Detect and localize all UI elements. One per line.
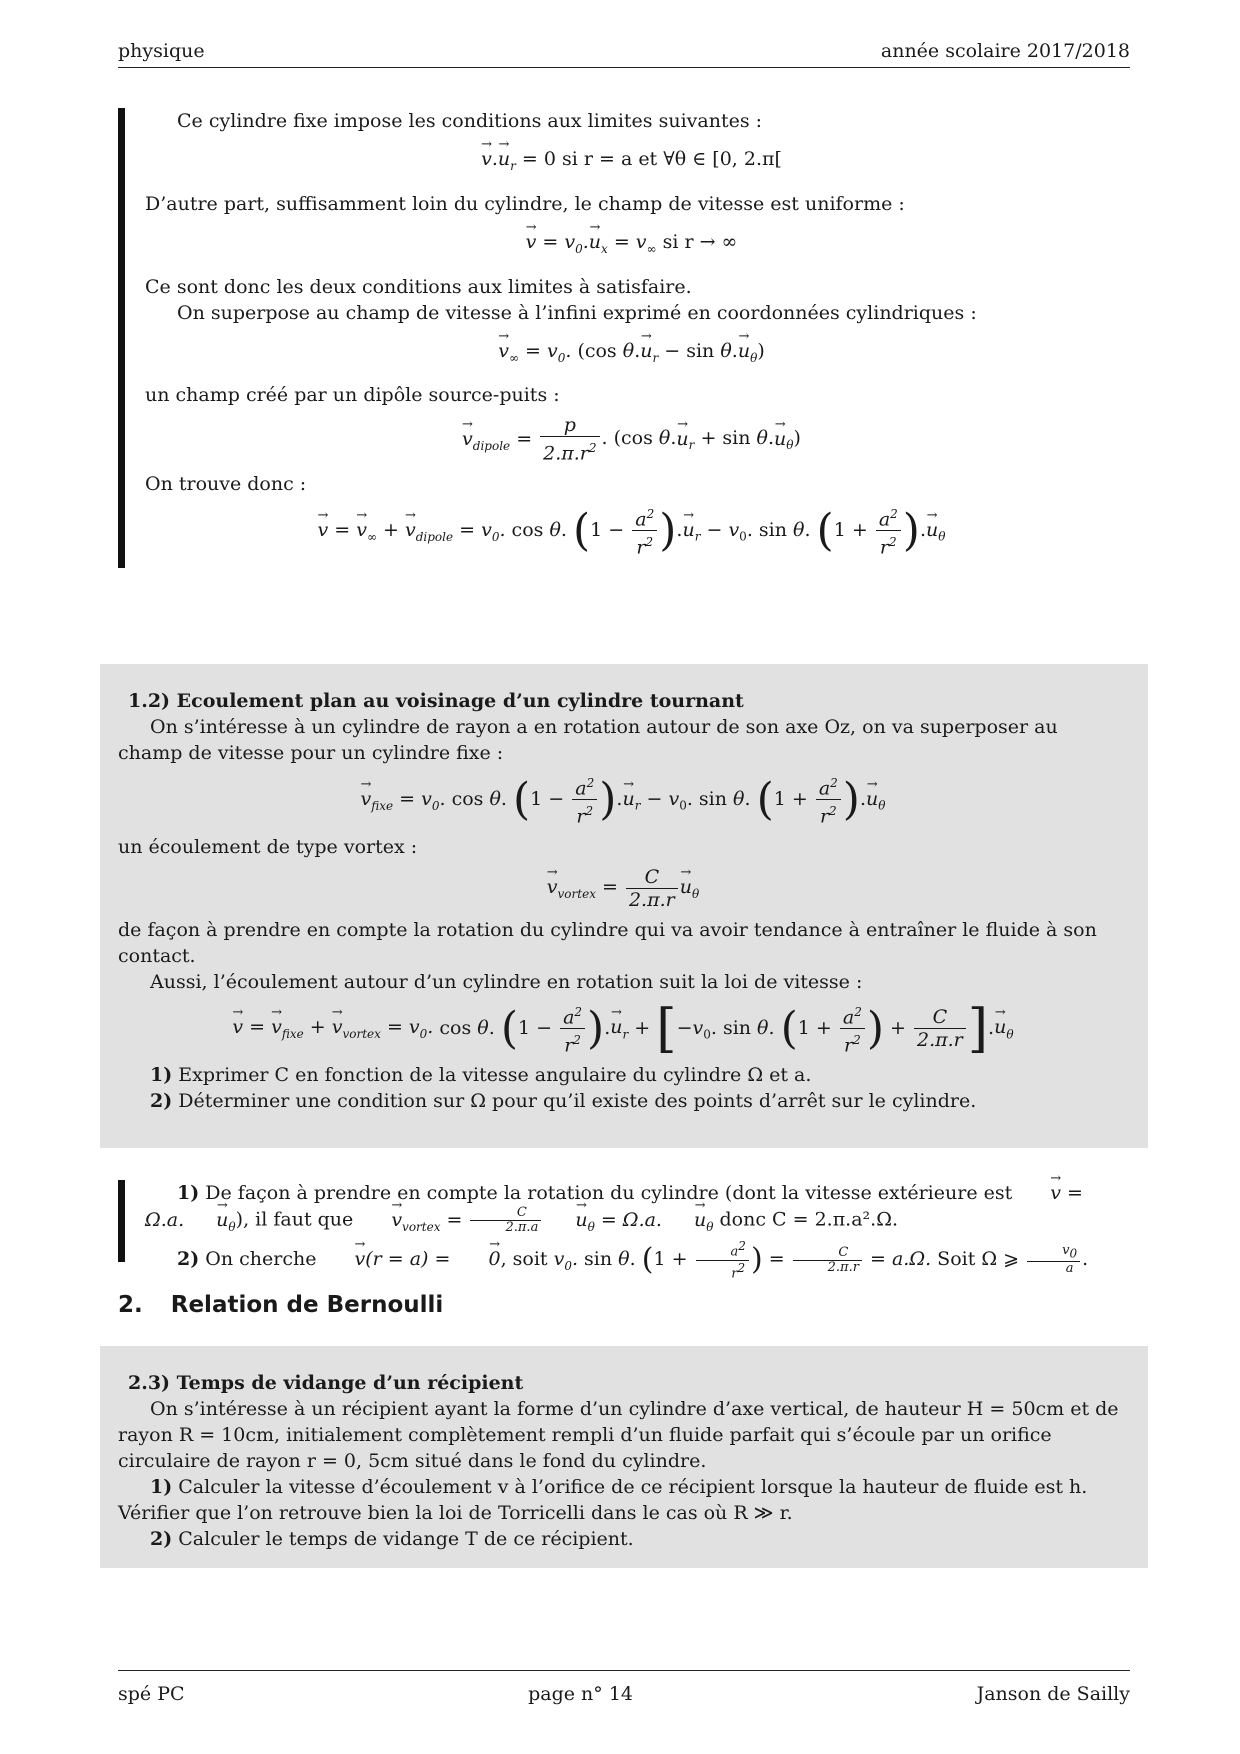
exercise-paragraph: Aussi, l’écoulement autour d’un cylindre en rotation suit la loi de vitesse : (150, 970, 863, 993)
equation-v-infinity: → $v_\infty = v_0$. (cos $\theta.\to u_r - \sin \theta.\to u_\theta$) (145, 338, 1118, 371)
equation-v-fixe: → $v_{fixe} = v_0$. cos θ. (1 − $\frac{a^2}{r^2}$ ).→ $u_r - v_0$. sin θ. (1 + $\frac{a^2}{r^2}$ ).→ $u_\theta$ (118, 772, 1128, 828)
answer-2: 2) On cherche → v(r = a) = → 0, soit $v_0$. sin θ. (1 + $\frac{a^2}{r^2}$ ) = $\frac{C}{2.\pi.r}$ = a.Ω. Soit Ω ⩾ $\frac{v_0}{a}$ . (145, 1239, 1118, 1281)
section-title: Relation de Bernoulli (170, 1292, 444, 1318)
exercise-paragraph: de façon à prendre en compte la rotation du cylindre qui va avoir tendance à entraîner le fluide à son contact. (118, 918, 1097, 967)
section-heading (118, 1292, 443, 1318)
question-2 (118, 1526, 1128, 1552)
answer-text: donc C = 2.π.a².Ω. (719, 1208, 899, 1231)
question-1 (118, 1474, 1128, 1526)
answer-text: Soit Ω ⩾ (937, 1248, 1020, 1271)
question-text: Calculer la vitesse d’écoulement v à l’orifice de ce récipient lorsque la hauteur de fluide est h. Vérifier que l’on retrouve bien la loi de Torricelli dans le cas où R ≫ r. (118, 1476, 1088, 1524)
equation-text: = 0 si r = a et ∀θ ∈ [0, 2.π[ (515, 148, 782, 170)
exercise-paragraph: un écoulement de type vortex : (118, 835, 418, 858)
answer-number: 1) (177, 1182, 200, 1204)
answer-paragraph: D’autre part, suffisamment loin du cylindre, le champ de vitesse est uniforme : (145, 192, 905, 215)
question-number: 2) (150, 1528, 173, 1550)
answer-paragraph: On superpose au champ de vitesse à l’infini exprimé en coordonnées cylindriques : (177, 301, 977, 324)
question-text: Calculer le temps de vidange T de ce récipient. (178, 1528, 634, 1550)
question-1 (118, 1062, 1128, 1088)
footer-school: Janson de Sailly (976, 1683, 1130, 1705)
section-number: 2. (118, 1292, 143, 1318)
equation-v-total: → v = → $v_\infty$ + → $v_{dipole} = v_0$. cos θ. (1 − $\frac{a^2}{r^2}$ ).→ $u_r - v_0$. sin θ. (1 + $\frac{a^2}{r^2}$ ).→ $u_\theta$ (145, 503, 1118, 559)
page-header (118, 38, 1130, 68)
answer-block-rotating (118, 1180, 1118, 1281)
footer-class: spé PC (118, 1683, 185, 1705)
equation-boundary-infinity: → $v = v_0.\to u_x = v_\infty$ si r → ∞ (145, 229, 1118, 262)
header-subject: physique (118, 40, 205, 62)
exercise-intro: On s’intéresse à un cylindre de rayon a en rotation autour de son axe Oz, on va superposer au champ de vitesse pour un cylindre fixe : (118, 716, 1058, 764)
exercise-intro: On s’intéresse à un récipient ayant la forme d’un cylindre d’axe vertical, de hauteur H = 50cm et de rayon R = 10cm, initialement complètement rempli d’un fluide parfait qui s’écoule par un orifice circulaire de rayon r = 0, 5cm situé dans le fond du cylindre. (118, 1398, 1119, 1472)
answer-paragraph: Ce cylindre fixe impose les conditions aux limites suivantes : (177, 110, 763, 132)
question-text: Exprimer C en fonction de la vitesse angulaire du cylindre Ω et a. (178, 1064, 812, 1087)
equation-boundary-cylinder: → $v.\to u_r = 0$ si r = a et ∀θ ∈ [0, 2.π[ (145, 146, 1118, 179)
footer-page-number: page n° 14 (528, 1683, 633, 1705)
exercise-title: 2.3) Temps de vidange d’un récipient (128, 1372, 524, 1394)
answer-text: ), il faut que (235, 1208, 354, 1231)
answer-1: 1) De façon à prendre en compte la rotation du cylindre (dont la vitesse extérieure est → $v = \Omega.a.\to u_\theta$), il faut que → $v_{vortex}$ = $\frac{C}{2.\pi.a}$ → $u_\theta = \Omega.a.\to u_\theta$ donc C = 2.π.a².Ω. (145, 1180, 1118, 1239)
exercise-box-vidange (100, 1346, 1148, 1568)
equation-text: si r → ∞ (656, 230, 738, 253)
answer-paragraph: Ce sont donc les deux conditions aux limites à satisfaire. (145, 275, 692, 298)
page-footer (118, 1670, 1130, 1707)
equation-v-dipole: → $v_{dipole}$ = $\frac{p}{2.\pi.r^2}$ . (cos $\theta.\to u_r + \sin \theta.\to u_\theta$) (145, 414, 1118, 464)
question-number: 1) (150, 1476, 173, 1498)
answer-paragraph: un champ créé par un dipôle source-puits : (145, 384, 560, 407)
answer-block-fixed-cylinder (118, 108, 1118, 568)
exercise-box-rotating-cylinder (100, 664, 1148, 1148)
question-number: 2) (150, 1090, 173, 1113)
answer-text: On cherche (205, 1248, 317, 1271)
answer-text: De façon à prendre en compte la rotation du cylindre (dont la vitesse extérieure est (205, 1182, 1013, 1204)
header-school-year: année scolaire 2017/2018 (880, 40, 1130, 62)
answer-text: , soit (500, 1248, 548, 1271)
question-text: Déterminer une condition sur Ω pour qu’il existe des points d’arrêt sur le cylindre. (178, 1090, 977, 1113)
answer-number: 2) (177, 1248, 200, 1271)
answer-paragraph: On trouve donc : (145, 472, 307, 495)
question-2 (118, 1088, 1128, 1114)
equation-v-vortex: → $v_{vortex}$ = $\frac{C}{2.\pi.r}$ → $u_\theta$ (118, 866, 1128, 911)
exercise-title: 1.2) Ecoulement plan au voisinage d’un cylindre tournant (128, 690, 744, 712)
equation-v-rotating: → v = → $v_{fixe}$ + → $v_{vortex} = v_0$. cos θ. (1 − $\frac{a^2}{r^2}$ ).→ $u_r + [-v_0$. sin θ. (1 + $\frac{a^2}{r^2}$ ) + $\frac{C}{2.\pi.r}$ ].→ $u_\theta$ (118, 1001, 1128, 1057)
question-number: 1) (150, 1064, 173, 1087)
